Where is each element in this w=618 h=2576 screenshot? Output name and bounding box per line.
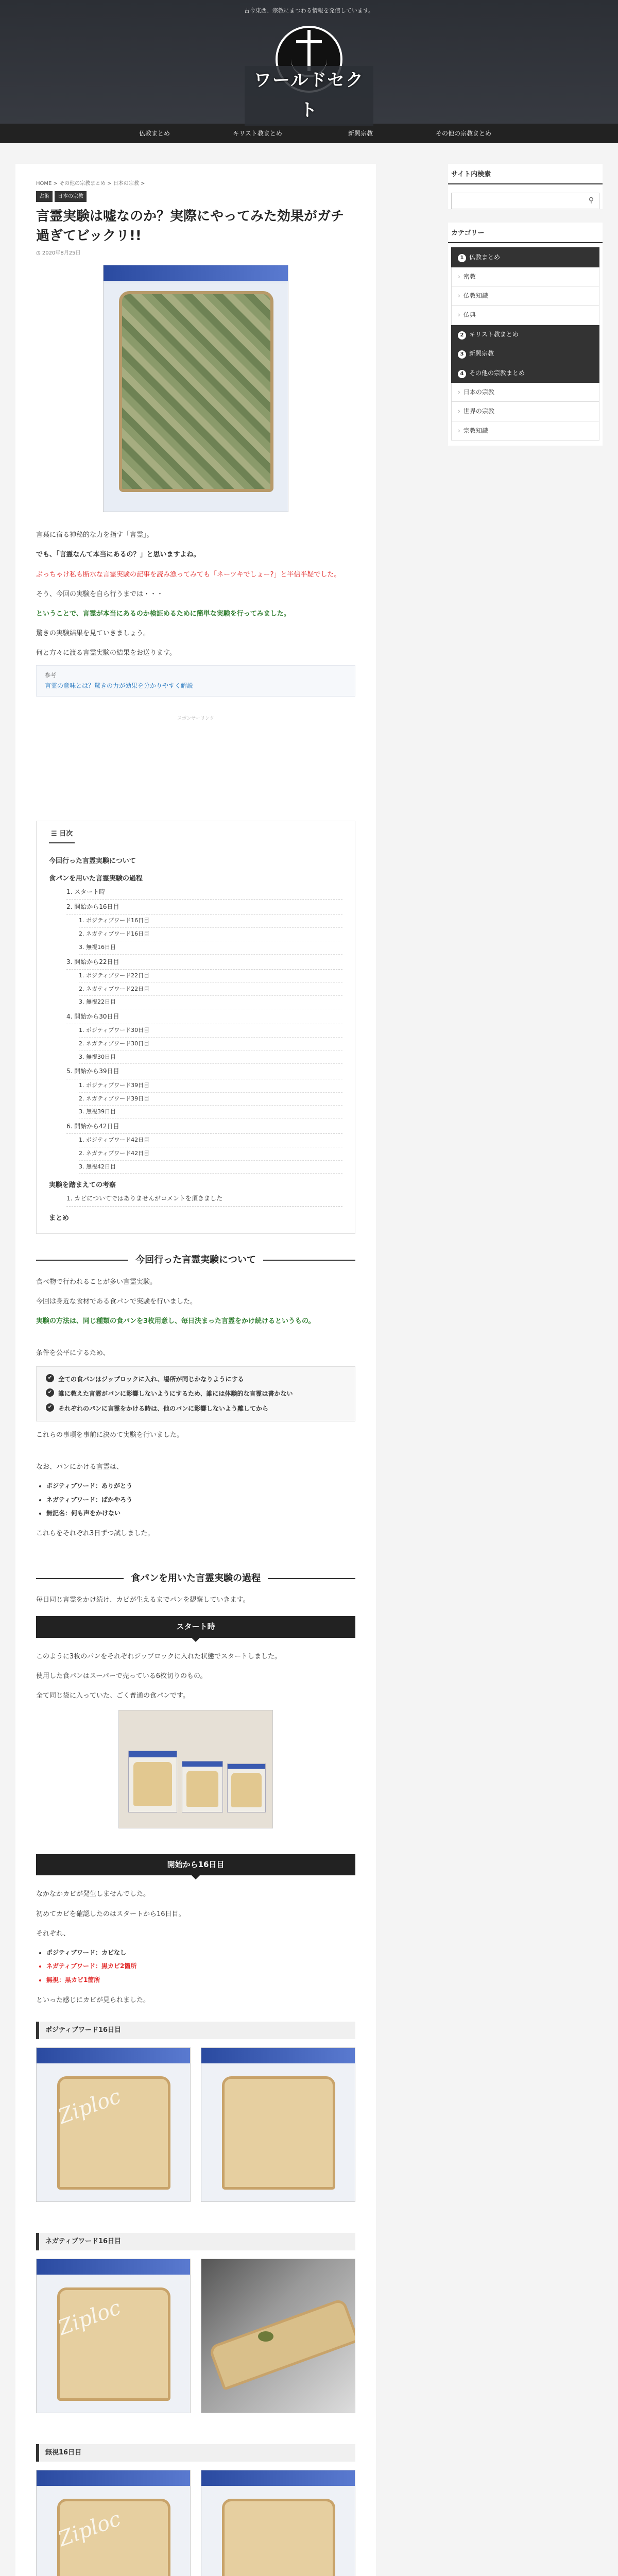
body-text: 食べ物で行われることが多い言霊実験。 bbox=[36, 1278, 157, 1286]
toc-link-text: 無視16日目 bbox=[86, 943, 116, 951]
intro-text: 驚きの実験結果を見ていきましょう。 bbox=[36, 629, 150, 637]
toc-title-text: 目次 bbox=[59, 830, 73, 838]
bread-bag-image bbox=[182, 1761, 223, 1812]
toc-link-text: 開始から42日目 bbox=[74, 1122, 119, 1130]
bag-seal bbox=[37, 2470, 190, 2486]
body-text: それぞれ、 bbox=[36, 1929, 70, 1938]
category-item[interactable] bbox=[451, 247, 599, 267]
toc-link[interactable]: 3. 無視42日目 bbox=[79, 1161, 342, 1174]
toc-link[interactable]: 食パンを用いた言霊実験の過程 bbox=[49, 874, 143, 883]
toc-link[interactable]: 3. 無視39日目 bbox=[79, 1106, 342, 1119]
body-text: 実験の方法は、同じ種類の食パンを3枚用意し、毎日決まった言霊をかけ続けるというもの。 bbox=[36, 1317, 315, 1325]
table-of-contents bbox=[36, 821, 355, 1234]
body-text: 初めてカビを確認したのはスタートから16日目。 bbox=[36, 1910, 185, 1918]
category-list bbox=[448, 243, 603, 446]
reference-box bbox=[36, 665, 355, 697]
category-label: 世界の宗教 bbox=[463, 408, 494, 415]
body-text: このように3枚のパンをそれぞれジップロックに入れた状態でスタートしました。 bbox=[36, 1652, 282, 1660]
site-logo[interactable] bbox=[245, 26, 373, 121]
bag-seal bbox=[201, 2048, 355, 2063]
brand-print: Ziploc bbox=[55, 2507, 124, 2552]
list-item: • 無視：黒カビ1箇所 bbox=[46, 1973, 355, 1987]
moldy-bread-image bbox=[119, 291, 273, 492]
brand-print: Ziploc bbox=[55, 2296, 124, 2341]
category-label: 宗教知識 bbox=[463, 427, 488, 434]
body-text: 毎日同じ言霊をかけ続け、カビが生えるまでパンを観察していきます。 bbox=[36, 1596, 250, 1604]
section-heading bbox=[36, 1571, 355, 1587]
toc-link-text: スタート時 bbox=[74, 888, 106, 895]
bread-bag-image bbox=[227, 1764, 266, 1812]
toc-link-text: ネガティブワード39日目 bbox=[86, 1095, 150, 1102]
intro-text: 言葉に宿る神秘的な力を指す「言霊」。 bbox=[36, 531, 153, 539]
bread-photo bbox=[36, 2470, 191, 2576]
rule-item: ✔ それぞれのパンに言霊をかける時は、他のパンに影響しないよう離してから bbox=[46, 1401, 346, 1416]
toc-link[interactable]: 2. ネガティブワード30日目 bbox=[79, 1038, 342, 1051]
toc-link-text: ポジティブワード16日目 bbox=[86, 917, 150, 924]
list-item: • ポジティブワード：カビなし bbox=[46, 1946, 355, 1959]
category-number-badge: 2 bbox=[458, 331, 466, 340]
toc-link-text: 無視30日目 bbox=[86, 1053, 116, 1060]
intro-text: そう、今回の実験を自ら行うまでは・・・ bbox=[36, 590, 164, 598]
body-text: なかなかカビが発生しませんでした。 bbox=[36, 1890, 150, 1899]
body-text: なお、パンにかける言霊は、 bbox=[36, 1463, 124, 1471]
start-photo bbox=[118, 1710, 273, 1828]
toc-link[interactable]: 1. ポジティブワード22日目 bbox=[79, 970, 342, 983]
category-number-badge: 1 bbox=[458, 254, 466, 262]
toc-link-text: ポジティブワード42日目 bbox=[86, 1137, 150, 1144]
toc-title: ☰ 目次 bbox=[49, 828, 75, 843]
intro-text: でも、「言霊なんて本当にあるの？」と思いますよね。 bbox=[36, 551, 200, 559]
subheading: ネガティブワード16日目 bbox=[36, 2233, 355, 2250]
toc-link[interactable]: 2. ネガティブワード22日目 bbox=[79, 983, 342, 996]
widget-title: サイト内検索 bbox=[448, 164, 603, 184]
ad-label: スポンサーリンク bbox=[177, 716, 214, 722]
bread-image bbox=[222, 2076, 335, 2190]
brand-print: Ziploc bbox=[55, 2084, 124, 2129]
word-list bbox=[46, 1479, 355, 1520]
logo-text: ワールドセクト bbox=[245, 66, 373, 126]
reference-label: 参考 bbox=[45, 672, 56, 679]
toc-link-text: ポジティブワード22日目 bbox=[86, 972, 150, 979]
logo-cross-bar bbox=[296, 40, 322, 43]
rule-item: ✔ 誰に教えた言霊がパンに影響しないようにするため、誰には体験的な言霊は書かない bbox=[46, 1386, 346, 1401]
toc-link[interactable]: 実験を踏まえての考察 bbox=[49, 1181, 116, 1190]
toc-link-text: 無視42日目 bbox=[86, 1163, 116, 1170]
category-item[interactable] bbox=[451, 325, 599, 344]
site-tagline: 古今東西、宗教にまつわる情報を発信しています。 bbox=[244, 7, 374, 14]
chevron-right-icon: › bbox=[458, 292, 460, 299]
ad-space bbox=[36, 723, 355, 821]
subheading: 無視16日目 bbox=[36, 2444, 355, 2462]
site-header bbox=[0, 0, 618, 124]
toc-link[interactable]: 3. 無視16日目 bbox=[79, 941, 342, 955]
sidebar bbox=[448, 164, 603, 2576]
toc-link[interactable]: 5. 開始から39日目 bbox=[66, 1064, 342, 1079]
category-widget bbox=[448, 223, 603, 446]
reference-link[interactable]: 言霊の意味とは？驚きの力が効果を分かりやすく解説 bbox=[45, 682, 194, 689]
search-widget bbox=[448, 164, 603, 209]
toc-link[interactable]: 4. 開始から30日目 bbox=[66, 1009, 342, 1024]
body-text: これらの事項を事前に決めて実験を行いました。 bbox=[36, 1431, 184, 1439]
category-label: 新興宗教 bbox=[469, 350, 494, 358]
category-label: 仏典 bbox=[463, 311, 476, 319]
toc-link[interactable]: 今回行った言霊実験について bbox=[49, 857, 136, 865]
body-text: 使用した食パンはスーパーで売っている6枚切りのもの。 bbox=[36, 1672, 207, 1680]
toc-link-text: 開始から22日目 bbox=[74, 958, 119, 965]
toc-link[interactable]: 1. スタート時 bbox=[66, 885, 342, 900]
body-text: 今回は身近な食材である食パンで実験を行いました。 bbox=[36, 1297, 197, 1306]
toc-link[interactable]: 6. 開始から42日目 bbox=[66, 1119, 342, 1134]
toc-link[interactable]: 3. 無視22日目 bbox=[79, 996, 342, 1009]
list-item: • ネガティブワード：黒カビ2箇所 bbox=[46, 1959, 355, 1973]
category-item[interactable] bbox=[451, 421, 599, 440]
category-label: 日本の宗教 bbox=[463, 388, 494, 396]
category-number-badge: 4 bbox=[458, 370, 466, 378]
bread-photo bbox=[201, 2470, 355, 2576]
chevron-right-icon: › bbox=[458, 408, 460, 415]
category-item[interactable] bbox=[451, 402, 599, 421]
toc-link[interactable]: 2. 開始から16日目 bbox=[66, 900, 342, 914]
category-item[interactable] bbox=[451, 286, 599, 306]
toc-link[interactable]: 1. カビについてではありませんがコメントを頂きました bbox=[66, 1191, 342, 1206]
toc-link[interactable]: 2. ネガティブワード16日目 bbox=[79, 928, 342, 941]
bread-photo bbox=[201, 2047, 355, 2202]
subsection-heading: 開始から16日目 bbox=[36, 1854, 355, 1876]
toc-link-text: 無視22日目 bbox=[86, 998, 116, 1006]
category-label: 密教 bbox=[463, 273, 476, 280]
category-label: その他の宗教まとめ bbox=[469, 369, 525, 377]
chevron-right-icon: › bbox=[458, 427, 460, 434]
bag-seal bbox=[37, 2259, 190, 2275]
global-nav bbox=[0, 124, 618, 143]
search-input[interactable] bbox=[451, 193, 599, 209]
section-heading-text: 今回行った言霊実験について bbox=[135, 1254, 256, 1265]
toc-link[interactable]: 3. 開始から22日目 bbox=[66, 955, 342, 970]
eyecatch-image bbox=[103, 265, 288, 512]
toc-link[interactable]: 2. ネガティブワード42日目 bbox=[79, 1147, 342, 1161]
bread-image bbox=[208, 2298, 355, 2391]
bag-seal bbox=[37, 2048, 190, 2063]
toc-link-text: 開始から39日目 bbox=[74, 1067, 119, 1075]
nav-item-buddhism[interactable]: 仏教まとめ bbox=[139, 130, 170, 137]
category-tag[interactable]: 占術 bbox=[36, 191, 53, 202]
bread-closeup-photo bbox=[201, 2259, 355, 2413]
result-list bbox=[46, 1946, 355, 1987]
toc-link-text: ネガティブワード42日目 bbox=[86, 1149, 150, 1157]
category-number-badge: 3 bbox=[458, 350, 466, 359]
category-label: キリスト教まとめ bbox=[469, 330, 519, 338]
rule-list bbox=[36, 1366, 355, 1421]
category-item[interactable] bbox=[451, 383, 599, 402]
section-heading bbox=[36, 1252, 355, 1268]
toc-link-text: カビについてではありませんがコメントを頂きました bbox=[74, 1195, 223, 1202]
toc-link-text: ネガティブワード22日目 bbox=[86, 985, 150, 992]
search-icon[interactable]: ⚲ bbox=[588, 196, 594, 205]
category-label: 仏教まとめ bbox=[469, 253, 501, 261]
category-item[interactable] bbox=[451, 267, 599, 286]
main-content bbox=[15, 164, 376, 2576]
breadcrumb[interactable]: HOME > その他の宗教まとめ > 日本の宗教 > bbox=[36, 181, 145, 187]
chevron-right-icon: › bbox=[458, 273, 460, 280]
chevron-right-icon: › bbox=[458, 388, 460, 396]
category-label: 仏教知識 bbox=[463, 292, 488, 299]
post-date-text: 2020年8月25日 bbox=[42, 250, 81, 257]
category-item[interactable] bbox=[451, 364, 599, 383]
category-item[interactable] bbox=[451, 344, 599, 363]
subheading: ポジティブワード16日目 bbox=[36, 2022, 355, 2039]
bread-image bbox=[222, 2499, 335, 2576]
category-item[interactable] bbox=[451, 306, 599, 325]
post-date: ◷ 2020年8月25日 bbox=[36, 250, 81, 257]
body-text: 全て同じ袋に入っていた、ごく普通の食パンです。 bbox=[36, 1691, 190, 1700]
toc-link-text: 開始から16日目 bbox=[74, 903, 119, 911]
toc-link-text: ポジティブワード39日目 bbox=[86, 1081, 150, 1089]
list-item: • ネガティブワード：ばかやろう bbox=[46, 1493, 355, 1506]
widget-title: カテゴリー bbox=[448, 223, 603, 243]
toc-link[interactable]: 1. ポジティブワード39日目 bbox=[79, 1079, 342, 1093]
intro-text: ということで、言霊が本当にあるのか検証めるために簡単な実験を行ってみました。 bbox=[36, 609, 290, 618]
toc-link[interactable]: 2. ネガティブワード39日目 bbox=[79, 1093, 342, 1106]
bread-photo bbox=[36, 2047, 191, 2202]
body-text: といった感じにカビが見られました。 bbox=[36, 1996, 150, 2004]
toc-link-text: 開始から30日目 bbox=[74, 1012, 119, 1020]
toc-link[interactable]: 1. ポジティブワード42日目 bbox=[79, 1134, 342, 1147]
toc-link[interactable]: 3. 無視30日目 bbox=[79, 1051, 342, 1064]
toc-link-text: ネガティブワード16日目 bbox=[86, 930, 150, 938]
section-heading-text: 食パンを用いた言霊実験の過程 bbox=[131, 1572, 261, 1584]
toc-link-text: ポジティブワード30日目 bbox=[86, 1027, 150, 1034]
list-item: • ポジティブワード：ありがとう bbox=[46, 1479, 355, 1493]
toc-link-text: ネガティブワード30日目 bbox=[86, 1040, 150, 1047]
category-tag[interactable]: 日本の宗教 bbox=[55, 191, 87, 202]
bag-seal bbox=[201, 2470, 355, 2486]
intro-text: 何と方々に渡る言霊実験の結果をお送ります。 bbox=[36, 649, 176, 657]
bread-photo bbox=[36, 2259, 191, 2413]
subsection-heading: スタート時 bbox=[36, 1616, 355, 1638]
toc-link[interactable]: 1. ポジティブワード30日目 bbox=[79, 1024, 342, 1038]
chevron-right-icon: › bbox=[458, 311, 460, 319]
toc-link[interactable]: まとめ bbox=[49, 1214, 70, 1222]
list-item: • 無記名：何も声をかけない bbox=[46, 1506, 355, 1520]
body-text: 条件を公平にするため、 bbox=[36, 1349, 110, 1357]
nav-item-christianity[interactable]: キリスト教まとめ bbox=[233, 130, 282, 137]
bread-bag-image bbox=[128, 1751, 177, 1812]
intro-text: ぶっちゃけ私も断水な言霊実験の記事を読み漁ってみても「ネーツキでしょー?」と半信半疑でした。 bbox=[36, 570, 341, 579]
post-title: 言霊実験は嘘なのか？実際にやってみた効果がガチ過ぎてビックリ!! bbox=[36, 209, 345, 244]
rule-item: ✔ 全ての食パンはジップロックに入れ、場所が同じかなりようにする bbox=[46, 1372, 346, 1386]
toc-link[interactable]: 1. ポジティブワード16日目 bbox=[79, 914, 342, 928]
nav-item-new-religions[interactable]: 新興宗教 bbox=[348, 130, 373, 137]
body-text: これらをそれぞれ3日ずつ試しました。 bbox=[36, 1530, 154, 1538]
bag-seal bbox=[104, 265, 288, 281]
nav-item-other-religions[interactable]: その他の宗教まとめ bbox=[435, 130, 491, 137]
toc-link-text: 無視39日目 bbox=[86, 1108, 116, 1115]
